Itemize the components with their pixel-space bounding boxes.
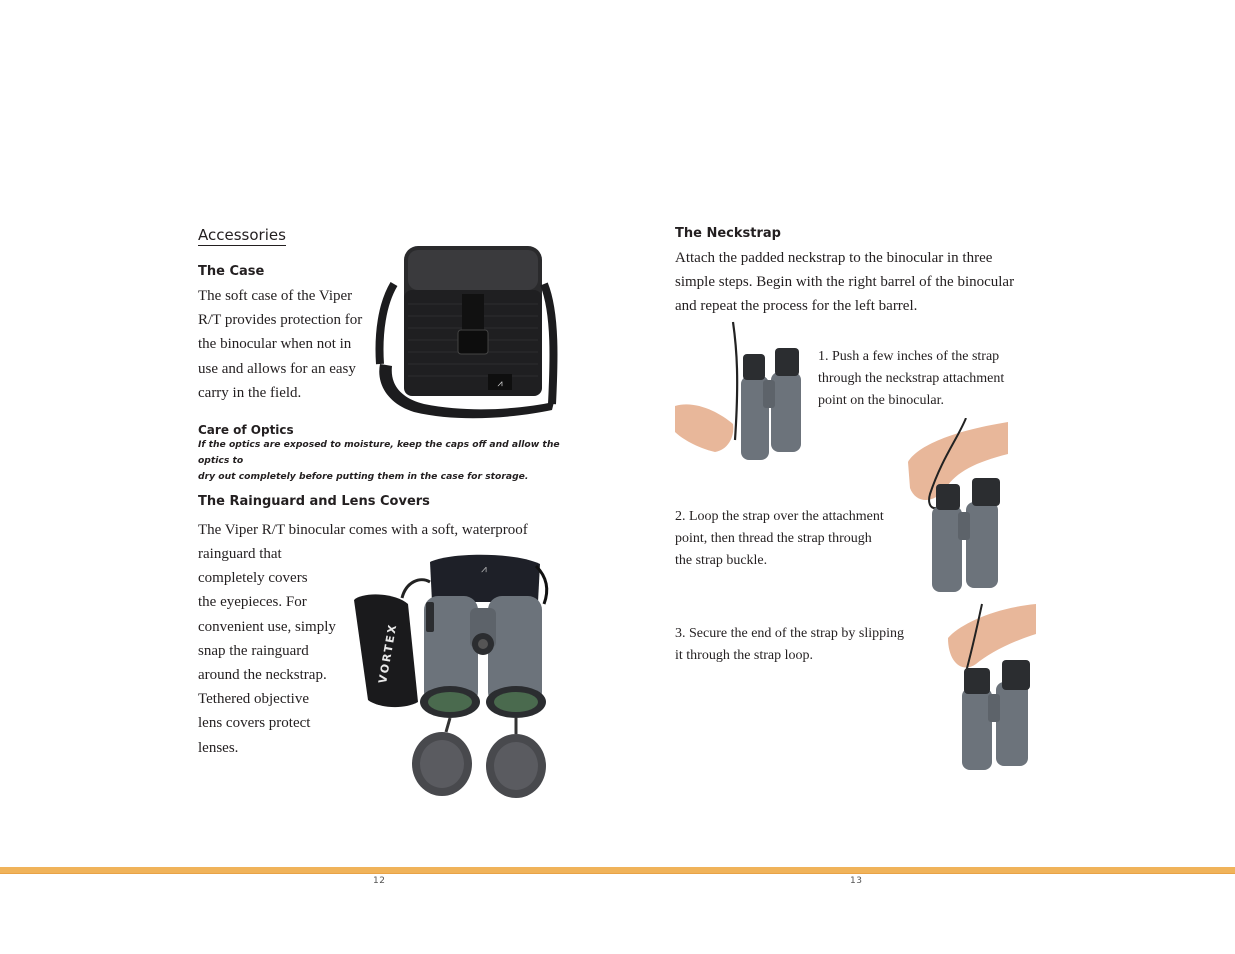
section-title-accessories: Accessories xyxy=(198,226,286,244)
neckstrap-description: Attach the padded neckstrap to the binocular in three simple steps. Begin with the right barrel of the binocular and repeat the process for the left barrel. xyxy=(675,250,1015,315)
neckstrap-heading: The Neckstrap xyxy=(675,226,781,241)
rainguard-intro-line: The Viper R/T binocular comes with a soft, waterproof xyxy=(198,522,528,538)
step-1-text: 1. Push a few inches of the strap through the neckstrap attachment point on the binocular. xyxy=(818,349,1005,408)
case-description: The soft case of the Viper R/T provides protection for the binocular when not in use and allows for an easy carry in the field. xyxy=(198,288,363,401)
step-3-image xyxy=(944,602,1038,774)
page-number-right: 13 xyxy=(850,876,863,886)
step-1-image xyxy=(675,320,807,466)
case-heading: The Case xyxy=(198,264,265,279)
step-2-text: 2. Loop the strap over the attachment point, then thread the strap through the strap buckle. xyxy=(675,509,884,568)
page-number-left: 12 xyxy=(373,876,386,886)
svg-text:⩘: ⩘ xyxy=(481,564,487,575)
rainguard-binocular-image xyxy=(350,552,556,802)
svg-text:⩘: ⩘ xyxy=(497,379,503,389)
vortex-logo-text: VORTEX xyxy=(376,622,400,685)
step-2-image xyxy=(906,418,1012,596)
care-of-optics-note: If the optics are exposed to moisture, keep the caps off and allow the optics to dry out completely before putting them in the case for storage. xyxy=(198,439,560,482)
footer-rule xyxy=(0,867,1235,874)
soft-case-image xyxy=(374,244,558,426)
care-of-optics-heading: Care of Optics xyxy=(198,423,294,437)
rainguard-description: rainguard that completely covers the eyepieces. For convenient use, simply snap the rainguard around the neckstrap. Tethered objective lens covers protect lenses. xyxy=(198,546,336,756)
rainguard-heading: The Rainguard and Lens Covers xyxy=(198,494,430,509)
step-3-text: 3. Secure the end of the strap by slipping it through the strap loop. xyxy=(675,626,905,663)
